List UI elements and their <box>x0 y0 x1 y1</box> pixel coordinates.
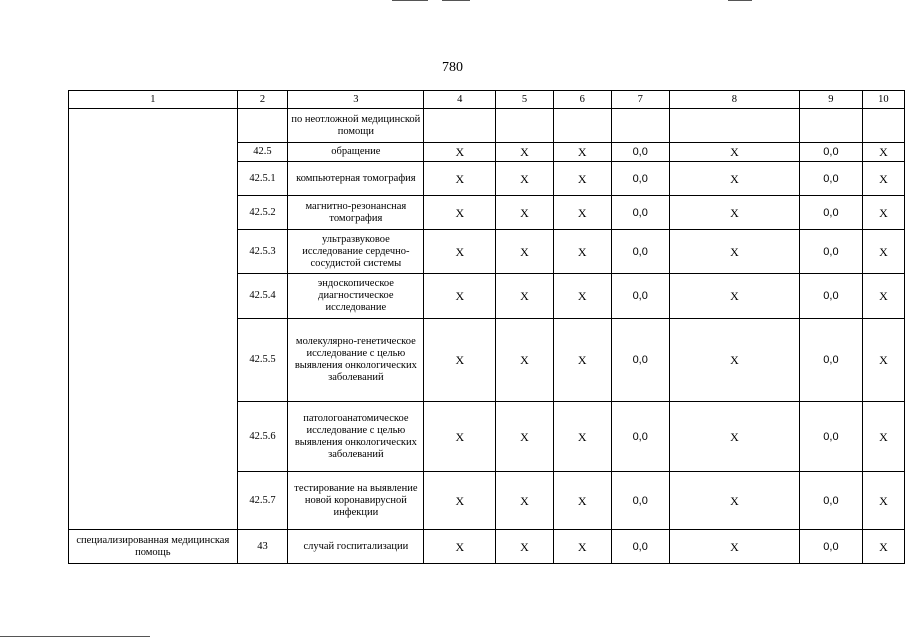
scan-artifact <box>0 636 150 637</box>
page-number: 780 <box>442 60 463 75</box>
scan-artifact <box>392 0 428 1</box>
value-cell: Х <box>669 530 799 564</box>
header-cell: 7 <box>611 91 669 109</box>
value-cell: Х <box>424 143 496 162</box>
row-description: эндоскопическое диагностическое исследование <box>288 274 424 319</box>
row-category: специализированная медицинская помощь <box>69 530 238 564</box>
value-cell: Х <box>496 319 554 402</box>
row-code: 42.5.2 <box>237 196 288 230</box>
value-cell: Х <box>496 162 554 196</box>
value-cell: 0,0 <box>611 319 669 402</box>
row-description: случай госпитализации <box>288 530 424 564</box>
value-cell: Х <box>424 319 496 402</box>
row-description: молекулярно-генетическое исследование с целью выявления онкологических заболеваний <box>288 319 424 402</box>
value-cell: Х <box>553 196 611 230</box>
value-cell <box>611 109 669 143</box>
row-description: патологоанатомическое исследование с целью выявления онкологических заболеваний <box>288 402 424 472</box>
value-cell: Х <box>669 319 799 402</box>
value-cell: 0,0 <box>611 472 669 530</box>
row-code: 42.5.6 <box>237 402 288 472</box>
value-cell: Х <box>496 230 554 274</box>
value-cell: 0,0 <box>611 530 669 564</box>
value-cell: Х <box>553 402 611 472</box>
value-cell: Х <box>553 319 611 402</box>
row-description: по неотложной медицинской помощи <box>288 109 424 143</box>
value-cell: 0,0 <box>799 319 862 402</box>
value-cell: Х <box>424 472 496 530</box>
value-cell: Х <box>862 196 904 230</box>
value-cell <box>496 109 554 143</box>
row-description: тестирование на выявление новой коронавирусной инфекции <box>288 472 424 530</box>
value-cell <box>669 109 799 143</box>
value-cell: Х <box>496 196 554 230</box>
header-cell: 8 <box>669 91 799 109</box>
value-cell: Х <box>669 162 799 196</box>
value-cell: Х <box>553 162 611 196</box>
value-cell: Х <box>496 274 554 319</box>
value-cell: Х <box>862 472 904 530</box>
header-cell: 10 <box>862 91 904 109</box>
table-row <box>69 109 905 143</box>
value-cell <box>553 109 611 143</box>
header-cell: 1 <box>69 91 238 109</box>
value-cell: 0,0 <box>611 143 669 162</box>
header-cell: 5 <box>496 91 554 109</box>
value-cell: 0,0 <box>611 230 669 274</box>
value-cell: 0,0 <box>799 402 862 472</box>
header-cell: 3 <box>288 91 424 109</box>
value-cell: Х <box>553 274 611 319</box>
row-code <box>237 109 288 143</box>
value-cell: Х <box>669 196 799 230</box>
value-cell: Х <box>862 274 904 319</box>
row-category <box>69 109 238 530</box>
value-cell: Х <box>862 230 904 274</box>
value-cell: Х <box>496 472 554 530</box>
value-cell <box>799 109 862 143</box>
value-cell: Х <box>424 162 496 196</box>
value-cell: 0,0 <box>799 230 862 274</box>
data-table <box>68 90 905 564</box>
value-cell: 0,0 <box>611 274 669 319</box>
scan-artifact <box>728 0 752 1</box>
table-row <box>69 530 905 564</box>
row-code: 42.5.5 <box>237 319 288 402</box>
value-cell: Х <box>496 402 554 472</box>
value-cell: Х <box>553 230 611 274</box>
value-cell: Х <box>862 530 904 564</box>
row-description: компьютерная томография <box>288 162 424 196</box>
row-description: обращение <box>288 143 424 162</box>
value-cell: Х <box>424 402 496 472</box>
header-row <box>69 91 905 109</box>
value-cell: 0,0 <box>799 530 862 564</box>
row-code: 42.5.4 <box>237 274 288 319</box>
header-cell: 2 <box>237 91 288 109</box>
value-cell: Х <box>424 274 496 319</box>
value-cell: Х <box>553 143 611 162</box>
value-cell: Х <box>862 319 904 402</box>
value-cell: 0,0 <box>799 472 862 530</box>
value-cell: 0,0 <box>799 162 862 196</box>
value-cell: Х <box>669 472 799 530</box>
scan-artifact <box>442 0 470 1</box>
value-cell: Х <box>669 402 799 472</box>
row-code: 42.5.3 <box>237 230 288 274</box>
value-cell: Х <box>669 230 799 274</box>
row-code: 43 <box>237 530 288 564</box>
row-code: 42.5.7 <box>237 472 288 530</box>
value-cell: 0,0 <box>799 196 862 230</box>
value-cell: Х <box>424 230 496 274</box>
value-cell: 0,0 <box>611 402 669 472</box>
value-cell: 0,0 <box>611 196 669 230</box>
value-cell: Х <box>553 472 611 530</box>
value-cell: 0,0 <box>799 143 862 162</box>
value-cell: 0,0 <box>799 274 862 319</box>
value-cell: Х <box>862 143 904 162</box>
value-cell: Х <box>496 530 554 564</box>
value-cell <box>424 109 496 143</box>
value-cell: Х <box>496 143 554 162</box>
row-code: 42.5.1 <box>237 162 288 196</box>
row-description: магнитно-резонансная томография <box>288 196 424 230</box>
header-cell: 9 <box>799 91 862 109</box>
value-cell <box>862 109 904 143</box>
header-cell: 4 <box>424 91 496 109</box>
value-cell: Х <box>424 196 496 230</box>
value-cell: 0,0 <box>611 162 669 196</box>
row-code: 42.5 <box>237 143 288 162</box>
value-cell: Х <box>424 530 496 564</box>
value-cell: Х <box>669 143 799 162</box>
header-cell: 6 <box>553 91 611 109</box>
value-cell: Х <box>862 402 904 472</box>
row-description: ультразвуковое исследование сердечно-сосудистой системы <box>288 230 424 274</box>
value-cell: Х <box>669 274 799 319</box>
value-cell: Х <box>553 530 611 564</box>
value-cell: Х <box>862 162 904 196</box>
